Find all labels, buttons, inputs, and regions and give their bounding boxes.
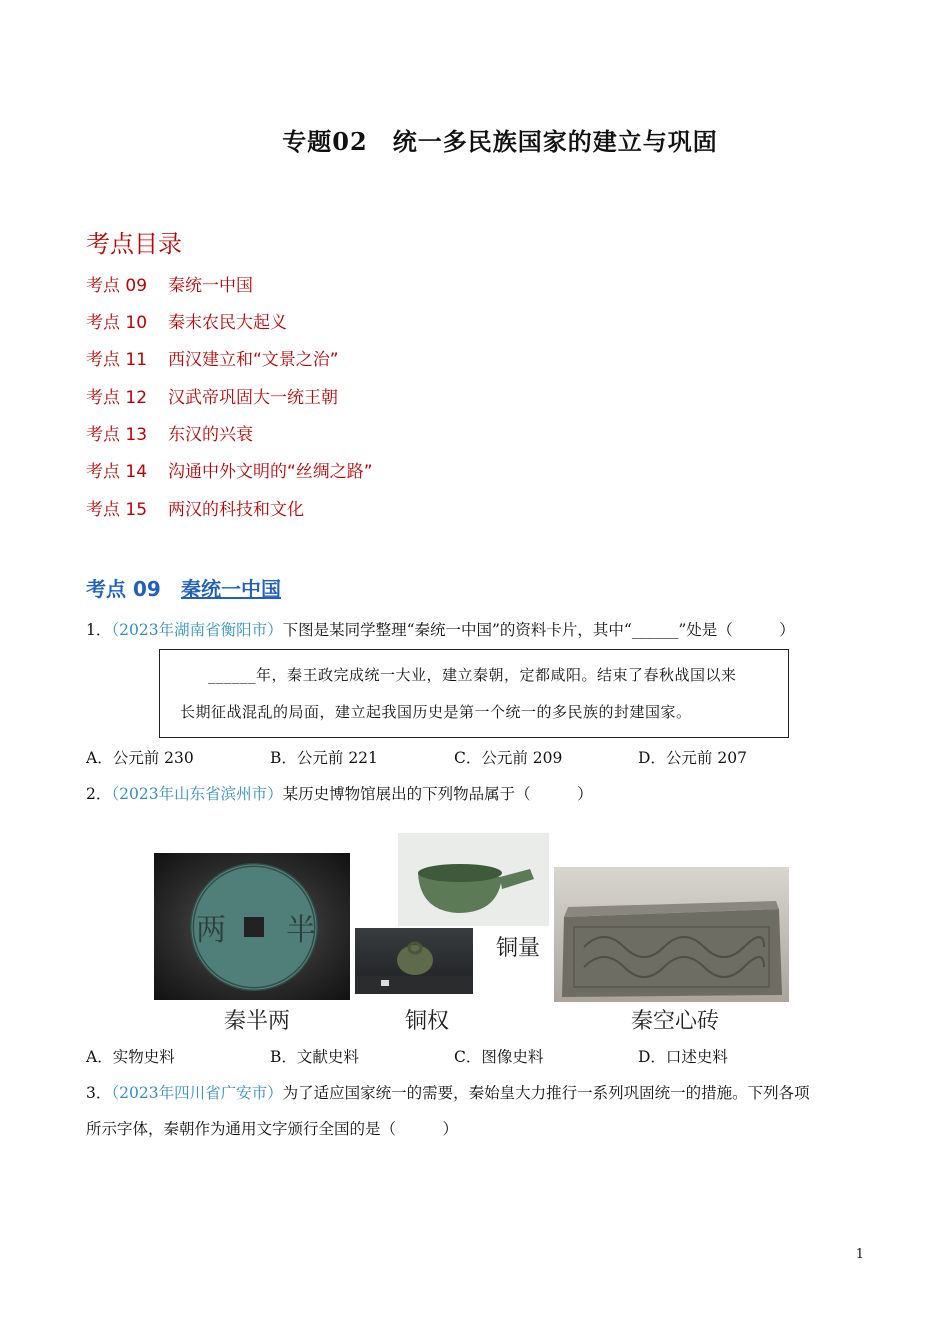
toc-item[interactable] [86,345,339,370]
toc-item-label: 秦末农民大起义 [168,313,287,333]
page-number: 1 [855,1247,864,1262]
toc-item[interactable] [86,308,287,333]
option-d[interactable]: D．公元前 207 [638,749,747,767]
card-line-1: ______年，秦王政完成统一大业，建立秦朝，定都咸阳。结束了春秋战国以来 [208,666,737,684]
caption-brick: 秦空心砖 [631,1009,720,1034]
question-2-options [86,1045,886,1067]
toc-item-number: 考点 14 [86,462,148,482]
section-number: 考点 09 [86,577,161,601]
question-number: 3． [86,1084,112,1102]
question-text: 某历史博物馆展出的下列物品属于（ ） [282,785,593,803]
banliang-coin-icon [154,853,350,1000]
toc-item-number: 考点 10 [86,313,148,333]
toc-item-number: 考点 13 [86,425,148,445]
toc-heading: 考点目录 [86,230,182,258]
option-a[interactable]: A．公元前 230 [86,749,194,767]
question-source: （2023年山东省滨州市） [111,785,283,803]
toc-item[interactable] [86,383,338,408]
toc-item-label: 汉武帝巩固大一统王朝 [168,388,338,408]
page-title: 专题02 统一多民族国家的建立与巩固 [282,127,718,156]
option-c[interactable]: C．图像史料 [454,1048,544,1066]
toc-item-label: 沟通中外文明的“丝绸之路” [168,462,373,482]
option-b[interactable]: B．公元前 221 [270,749,378,767]
card-line-2: 长期征战混乱的局面，建立起我国历史是第一个统一的多民族的封建国家。 [180,703,692,721]
toc-item-number: 考点 09 [86,276,148,296]
weight-image [355,928,473,994]
question-number: 2． [86,785,112,803]
toc-item-label: 东汉的兴衰 [168,425,253,445]
toc-item-number: 考点 15 [86,500,148,520]
question-1-options [86,746,886,768]
option-d[interactable]: D．口述史料 [638,1048,728,1066]
question-text: 下图是某同学整理“秦统一中国”的资料卡片，其中“______”处是（ ） [282,621,795,639]
toc-item[interactable] [86,457,373,482]
question-2-stem [86,779,593,809]
toc-item-number: 考点 11 [86,350,148,370]
question-source: （2023年湖南省衡阳市） [111,621,283,639]
section-label: 秦统一中国 [181,577,281,601]
coin-image [154,853,350,1000]
question-3-stem [86,1078,876,1144]
option-c[interactable]: C．公元前 209 [454,749,563,767]
caption-coin: 秦半两 [224,1009,291,1034]
option-b[interactable]: B．文献史料 [270,1048,359,1066]
question-source: （2023年四川省广安市） [111,1084,283,1102]
coin-glyph-left: 两 [196,913,226,948]
option-a[interactable]: A．实物史料 [86,1048,175,1066]
coin-glyph-right: 半 [286,913,316,948]
toc-item-label: 两汉的科技和文化 [168,500,304,520]
caption-weight: 铜权 [405,1009,450,1034]
measure-image [398,833,549,926]
section-heading[interactable] [86,573,281,602]
caption-measure: 铜量 [496,936,541,961]
question-number: 1． [86,621,112,639]
hollow-brick-icon [554,867,789,1002]
bronze-measure-icon [398,833,549,926]
toc-item[interactable] [86,495,304,520]
toc-item[interactable] [86,420,253,445]
toc-item-label: 秦统一中国 [168,276,253,296]
toc-item-number: 考点 12 [86,388,148,408]
question-1-stem [86,615,795,645]
toc-item[interactable] [86,271,253,296]
question-text-line-2: 所示字体，秦朝作为通用文字颁行全国的是（ ） [86,1120,459,1138]
bronze-weight-icon [355,928,473,994]
question-text-line-1: 为了适应国家统一的需要，秦始皇大力推行一系列巩固统一的措施。下列各项 [282,1084,810,1102]
brick-image [554,867,789,1002]
toc-item-label: 西汉建立和“文景之治” [168,350,339,370]
